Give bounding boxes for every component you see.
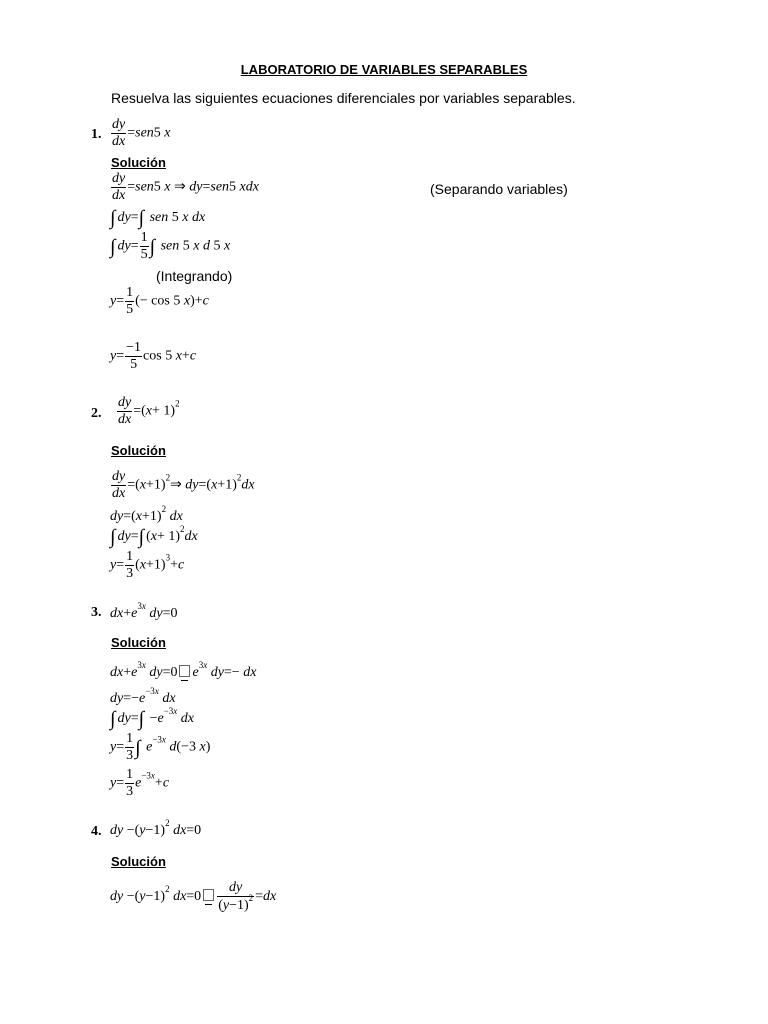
problem-2-step-3: ∫ dy=∫ $(x+ 1)^2dx$ <box>110 524 198 548</box>
problem-3-number: 3. <box>91 605 102 620</box>
problem-1-note-separating: (Separando variables) <box>430 181 568 197</box>
problem-1-step-2: ∫ dy=∫ sen 5 x dx <box>110 207 206 229</box>
problem-2-statement: $\frac{dy}{dx}$ $=(x+ 1)^2$ <box>118 395 180 427</box>
problem-2-step-2: $dy=(x+1)^2$ dx <box>110 504 183 524</box>
problem-3-step-2: $dy=-e^{-3x}$ dx <box>110 686 176 706</box>
problem-3-step-5: y= $\frac{1}{3}$ $e^{-3x}+c$ <box>110 767 170 799</box>
problem-1-statement: $\frac{dy}{dx}$ =sen5 x <box>112 117 171 149</box>
problem-3-step-3: ∫ $dy=\int -e^{-3x}$ dx <box>110 706 195 730</box>
problem-3-statement: $dx+e^{3x}$ dy=0 <box>110 601 178 621</box>
problem-2-step-4: y= $\frac{1}{3}$ $(x+1)^3+c$ <box>110 549 185 581</box>
intro-text: Resuelva las siguientes ecuaciones diferenciales por variables separables. <box>111 90 576 106</box>
problem-3-step-1: $dx+e^{3x}$ dy=0 $e^{3x}$ dy=− dx <box>110 660 257 680</box>
problem-2-step-1: $\frac{dy}{dx}$ $=(x+1)^2\Rightarrow$ $dy=(x+1)^2dx$ <box>112 469 255 501</box>
problem-2-number: 2. <box>91 406 102 421</box>
problem-1-step-4: y= $\frac{1}{5}$ (− cos 5 x)+c <box>110 285 209 317</box>
problem-3-solution-label: Solución <box>111 635 166 650</box>
document-title: LABORATORIO DE VARIABLES SEPARABLES <box>240 62 528 77</box>
problem-4-solution-label: Solución <box>111 854 166 869</box>
problem-1-number: 1. <box>91 127 102 142</box>
problem-1-step-1: $\frac{dy}{dx}$ =sen5 x ⇒ dy=sen5 xdx <box>112 171 259 203</box>
problem-1-note-integrating: (Integrando) <box>156 268 233 284</box>
problem-4-step-1: dy $-(y-1)^2$ dx=0 $\frac{dy}{(y-1)^2}$ =dx <box>110 880 277 913</box>
problem-4-statement: dy $-(y-1)^2$ dx=0 <box>110 818 202 838</box>
problem-4-number: 4. <box>91 824 102 839</box>
problem-1-solution-label: Solución <box>111 155 166 170</box>
problem-1-step-5: y= $\frac{-1}{5}$ cos 5 x+c <box>110 340 197 372</box>
problem-3-step-4: y= $\frac{1}{3}$ ∫ $e^{-3x}$ d(−3 x) <box>110 731 211 763</box>
problem-1-step-3: ∫ dy= $\frac{1}{5}$ ∫ sen 5 x d 5 x <box>110 230 231 262</box>
problem-2-solution-label: Solución <box>111 443 166 458</box>
